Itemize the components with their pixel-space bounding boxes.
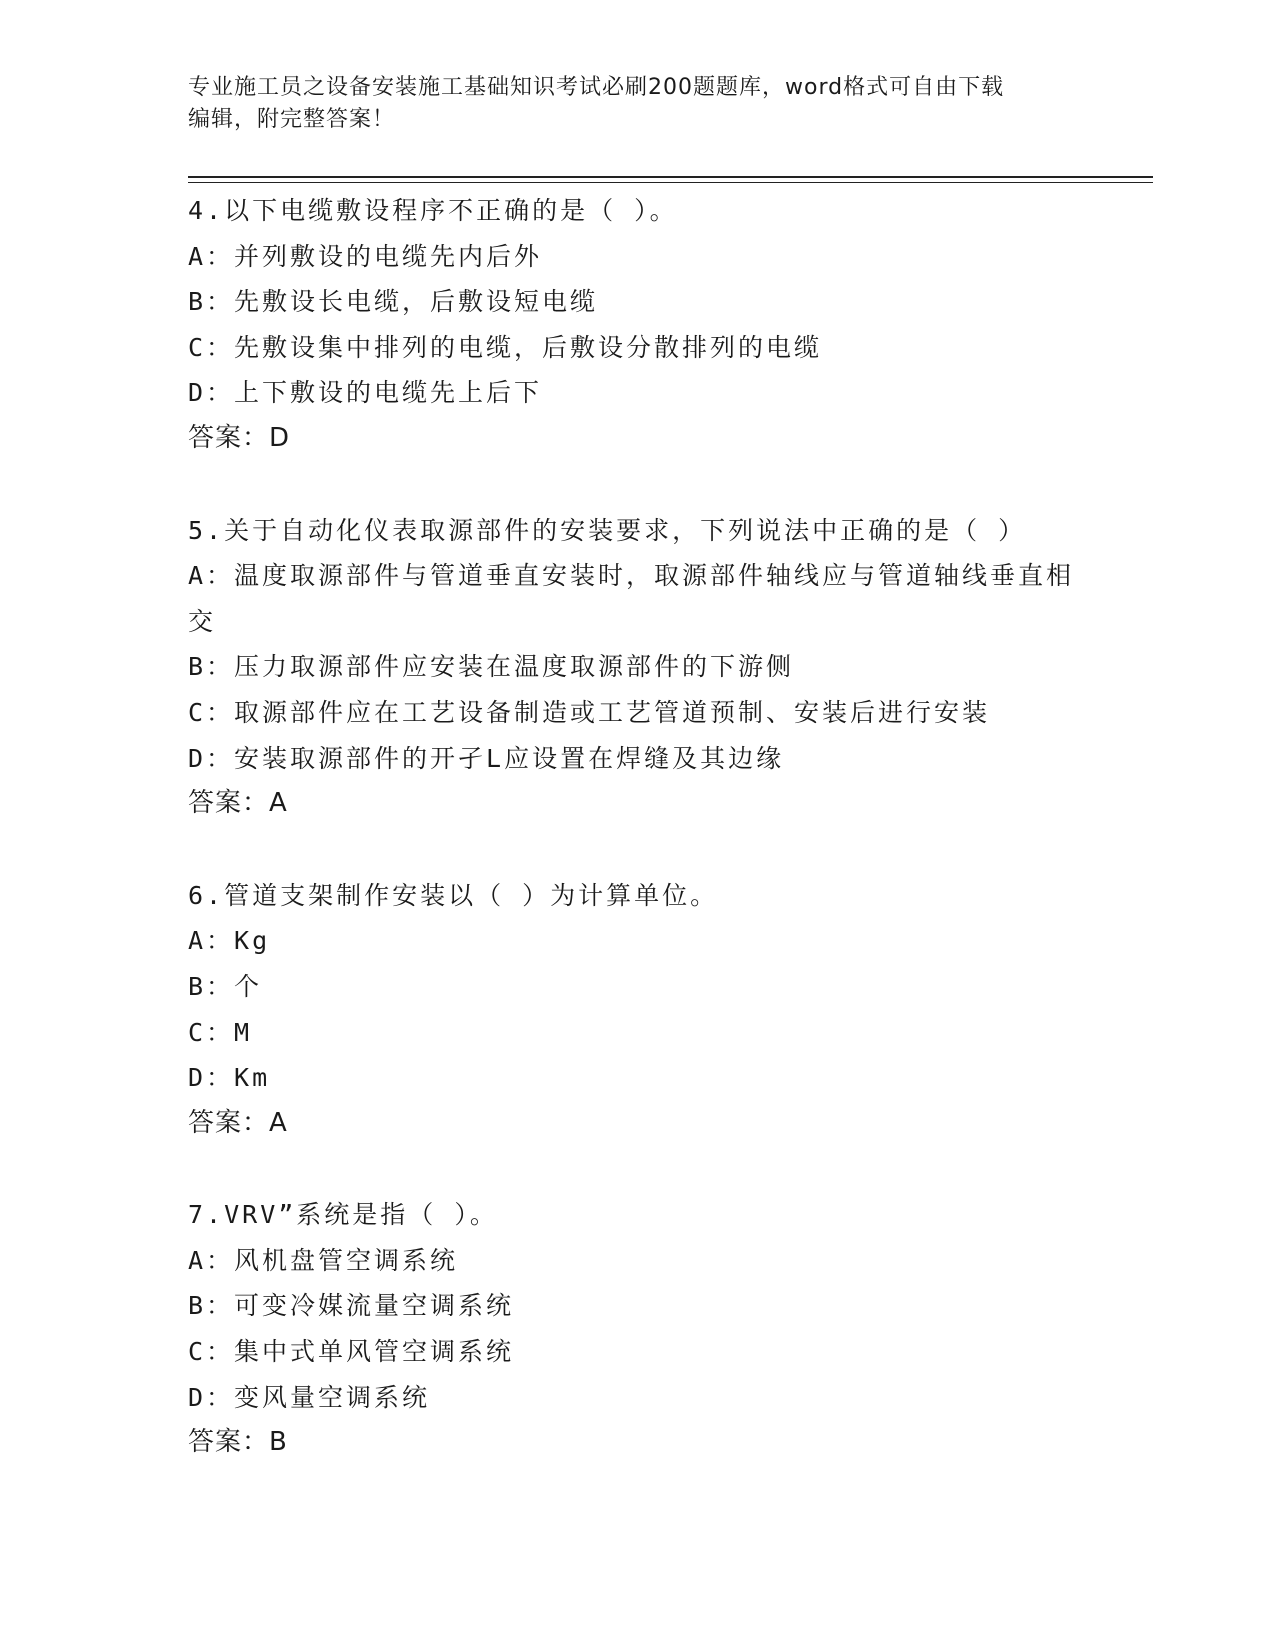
option-d: D：安装取源部件的开孑L应设置在焊缝及其边缘 [188,743,785,773]
question-stem: 6.管道支架制作安装以（ ）为计算单位。 [188,880,719,910]
option-a: A：并列敷设的电缆先内后外 [188,241,543,271]
question-block-4 [188,188,1088,462]
answer-line: 答案：D [188,422,291,453]
header-title-line-1: 专业施工员之设备安装施工基础知识考试必刷200题题库，word格式可自由下载 [188,75,1005,100]
option-c: C：M [188,1017,253,1047]
option-a: A：风机盘管空调系统 [188,1245,459,1275]
header-title-line-2: 编辑，附完整答案！ [188,107,396,132]
option-a: A：温度取源部件与管道垂直安装时，取源部件轴线应与管道轴线垂直相交 [188,561,1075,636]
question-list [188,188,1088,1466]
option-d: D：Km [188,1063,271,1093]
option-d: D：上下敷设的电缆先上后下 [188,378,543,408]
question-stem: 5.关于自动化仪表取源部件的安装要求，下列说法中正确的是（ ） [188,515,1027,545]
question-stem: 7.VRV”系统是指（ ）。 [188,1200,498,1230]
document-header [188,72,1068,136]
question-block-6 [188,873,1088,1147]
question-stem: 4.以下电缆敷设程序不正确的是（ ）。 [188,196,678,225]
option-a: A：Kg [188,926,271,956]
answer-line: 答案：B [188,1427,288,1458]
answer-line: 答案：A [188,788,288,819]
option-d: D：变风量空调系统 [188,1382,431,1412]
option-b: B：压力取源部件应安装在温度取源部件的下游侧 [188,652,795,682]
header-divider-thin [188,182,1153,183]
option-b: B：个 [188,971,263,1001]
option-c: C：先敷设集中排列的电缆，后敷设分散排列的电缆 [188,332,823,362]
option-b: B：可变冷媒流量空调系统 [188,1291,515,1321]
option-c: C：取源部件应在工艺设备制造或工艺管道预制、安装后进行安装 [188,697,991,727]
option-b: B：先敷设长电缆，后敷设短电缆 [188,287,599,317]
question-block-7 [188,1192,1088,1466]
header-divider-thick [188,176,1153,178]
answer-line: 答案：A [188,1107,288,1138]
option-c: C：集中式单风管空调系统 [188,1337,515,1367]
question-block-5 [188,508,1088,827]
